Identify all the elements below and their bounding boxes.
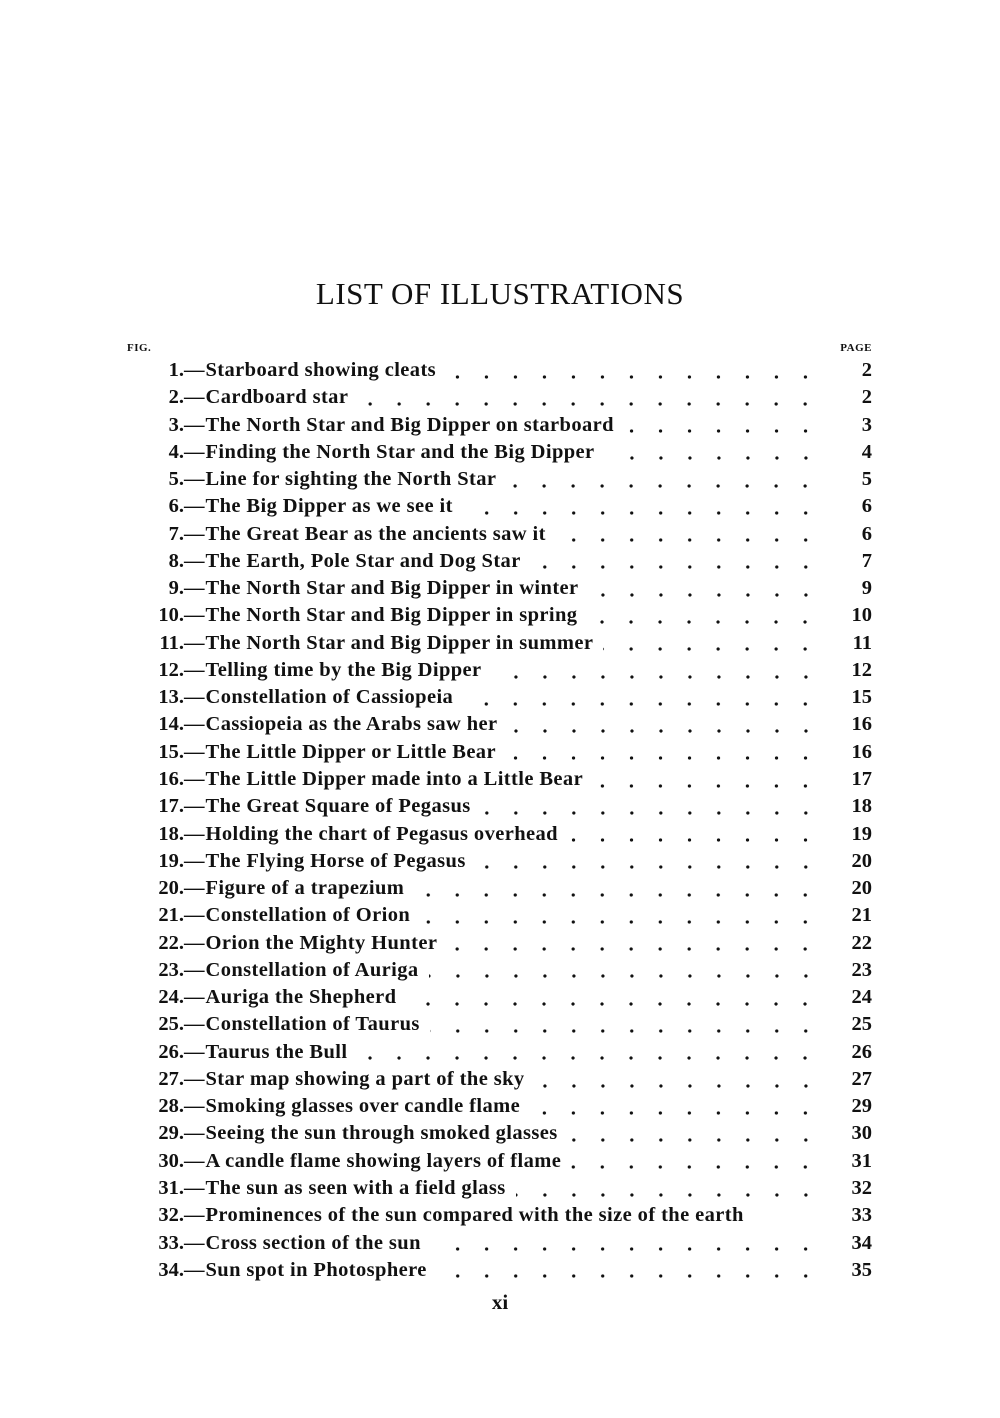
page-ref: 33: [851, 1204, 872, 1227]
figure-number: 10.: [158, 604, 184, 627]
dot-leader: [556, 538, 820, 542]
figure-caption: Cross section of the sun: [205, 1231, 421, 1254]
dot-leader: [587, 620, 820, 624]
list-item: [128, 386, 872, 413]
page-ref: 31: [851, 1149, 872, 1172]
figure-caption: Auriga the Shepherd: [205, 986, 397, 1009]
page-ref: 20: [851, 849, 872, 872]
figure-number: 26.: [158, 1040, 184, 1063]
dash: —: [184, 740, 205, 763]
list-item: [128, 932, 872, 959]
page-ref: 2: [861, 386, 872, 409]
dash: —: [184, 413, 205, 436]
figure-caption: Figure of a trapezium: [205, 877, 405, 900]
figure-caption: Starboard showing cleats: [205, 359, 437, 381]
page-ref: 6: [861, 522, 872, 545]
dash: —: [184, 686, 205, 709]
list-item: [128, 741, 872, 768]
dot-leader: [593, 784, 820, 788]
dash: —: [184, 1095, 205, 1118]
page-ref: 25: [851, 1013, 872, 1036]
dot-leader: [358, 402, 820, 406]
list-item: [128, 414, 872, 441]
list-item: [128, 686, 872, 713]
dot-leader: [516, 1193, 820, 1197]
dot-leader: [603, 647, 820, 651]
page-ref: 9: [861, 577, 872, 600]
list-item: [128, 1177, 872, 1204]
dot-leader: [535, 1084, 820, 1088]
dot-leader: [463, 702, 820, 706]
dash: —: [184, 767, 205, 790]
page-ref: 6: [861, 495, 872, 518]
dash: —: [184, 795, 205, 818]
page-ref: 12: [851, 658, 872, 681]
page-column-header: PAGE: [840, 342, 872, 354]
list-item: [128, 523, 872, 550]
figure-caption: Prominences of the sun compared with the size of the earth: [205, 1204, 744, 1227]
dash: —: [184, 1067, 205, 1090]
page-ref: 15: [851, 686, 872, 709]
figure-number: 20.: [158, 877, 184, 900]
dash: —: [184, 904, 205, 927]
page-ref: 2: [861, 359, 872, 381]
figure-caption: The Flying Horse of Pegasus: [205, 849, 466, 872]
list-item: [128, 468, 872, 495]
list-item: [128, 1150, 872, 1177]
dash: —: [184, 849, 205, 872]
figure-number: 8.: [168, 549, 184, 572]
dot-leader: [571, 1165, 820, 1169]
figure-number: 32.: [158, 1204, 184, 1227]
dash: —: [184, 631, 205, 654]
figure-caption: The sun as seen with a field glass: [205, 1176, 506, 1199]
dot-leader: [463, 511, 820, 515]
dash: —: [184, 658, 205, 681]
figure-number: 30.: [158, 1149, 184, 1172]
dot-leader: [492, 675, 820, 679]
dot-leader: [508, 729, 820, 733]
list-item: [128, 659, 872, 686]
figure-number: 12.: [158, 658, 184, 681]
page-title: LIST OF ILLUSTRATIONS: [315, 276, 685, 311]
figure-caption: Line for sighting the North Star: [205, 468, 497, 491]
dot-leader: [431, 1247, 820, 1251]
figure-number: 19.: [158, 849, 184, 872]
figure-number: 5.: [168, 468, 184, 491]
dash: —: [184, 1231, 205, 1254]
page-ref: 19: [851, 822, 872, 845]
dot-leader: [357, 1056, 820, 1060]
list-item: [128, 441, 872, 468]
dot-leader: [420, 920, 820, 924]
figure-caption: Constellation of Cassiopeia: [205, 686, 454, 709]
list-item: [128, 986, 872, 1013]
dash: —: [184, 577, 205, 600]
dash: —: [184, 1149, 205, 1172]
figure-number: 17.: [158, 795, 184, 818]
page-ref: 30: [851, 1122, 872, 1145]
figure-caption: Orion the Mighty Hunter: [205, 931, 438, 954]
figure-number: 24.: [158, 986, 184, 1009]
page-ref: 24: [851, 986, 872, 1009]
dot-leader: [414, 893, 820, 897]
dot-leader: [446, 375, 820, 379]
figure-number: 15.: [158, 740, 184, 763]
page-ref: 27: [851, 1067, 872, 1090]
page-ref: 34: [851, 1231, 872, 1254]
page-ref: 16: [851, 740, 872, 763]
figure-number: 28.: [158, 1095, 184, 1118]
figure-number: 18.: [158, 822, 184, 845]
page-ref: 22: [851, 931, 872, 954]
dash: —: [184, 713, 205, 736]
figure-caption: Holding the chart of Pegasus overhead: [205, 822, 558, 845]
list-item: [128, 823, 872, 850]
list-item: [128, 904, 872, 931]
dash: —: [184, 359, 205, 381]
list-item: [128, 577, 872, 604]
figure-caption: The North Star and Big Dipper on starboard: [205, 413, 614, 436]
dot-leader: [481, 811, 820, 815]
figure-number: 33.: [158, 1231, 184, 1254]
dot-leader: [437, 1274, 820, 1278]
figure-number: 11.: [159, 631, 184, 654]
page-ref: 16: [851, 713, 872, 736]
figure-caption: The Little Dipper or Little Bear: [205, 740, 496, 763]
list-item: [128, 550, 872, 577]
figure-caption: The North Star and Big Dipper in summer: [205, 631, 594, 654]
list-item: [128, 713, 872, 740]
page-number: xi: [491, 1290, 509, 1314]
page-ref: 17: [851, 767, 872, 790]
dash: —: [184, 522, 205, 545]
figure-number: 23.: [158, 958, 184, 981]
list-item: [128, 604, 872, 631]
figure-caption: The Great Bear as the ancients saw it: [205, 522, 546, 545]
figure-caption: Star map showing a part of the sky: [205, 1067, 525, 1090]
page-ref: 35: [851, 1258, 872, 1281]
list-item: [128, 1041, 872, 1068]
figure-number: 7.: [168, 522, 184, 545]
figure-caption: The Great Square of Pegasus: [205, 795, 471, 818]
page-ref: 11: [852, 631, 872, 654]
page-ref: 20: [851, 877, 872, 900]
dot-leader: [430, 1029, 820, 1033]
dash: —: [184, 986, 205, 1009]
list-item: [128, 850, 872, 877]
dash: —: [184, 549, 205, 572]
dash: —: [184, 495, 205, 518]
figure-number: 6.: [168, 495, 184, 518]
dot-leader: [568, 838, 820, 842]
page-ref: 26: [851, 1040, 872, 1063]
figure-number: 4.: [168, 440, 184, 463]
dot-leader: [447, 947, 820, 951]
dash: —: [184, 958, 205, 981]
list-item: [128, 1259, 872, 1286]
figure-number: 3.: [168, 413, 184, 436]
dot-leader: [506, 756, 820, 760]
dash: —: [184, 386, 205, 409]
dash: —: [184, 1122, 205, 1145]
fig-column-header: FIG.: [127, 342, 152, 354]
figure-caption: Constellation of Taurus: [205, 1013, 420, 1036]
dash: —: [184, 1258, 205, 1281]
figure-caption: Cardboard star: [205, 386, 349, 409]
list-item: [128, 768, 872, 795]
dot-leader: [568, 1138, 820, 1142]
figure-caption: Constellation of Orion: [205, 904, 411, 927]
figure-caption: The North Star and Big Dipper in spring: [205, 604, 578, 627]
dot-leader: [531, 565, 820, 569]
dash: —: [184, 1040, 205, 1063]
list-item: [128, 1013, 872, 1040]
figure-caption: The North Star and Big Dipper in winter: [205, 577, 579, 600]
list-item: [128, 877, 872, 904]
dot-leader: [530, 1111, 820, 1115]
figure-number: 27.: [158, 1067, 184, 1090]
page-ref: 18: [851, 795, 872, 818]
dot-leader: [429, 974, 820, 978]
list-item: [128, 632, 872, 659]
figure-number: 21.: [158, 904, 184, 927]
dash: —: [184, 604, 205, 627]
list-item: [128, 795, 872, 822]
page-ref: 29: [851, 1095, 872, 1118]
dash: —: [184, 440, 205, 463]
figure-number: 9.: [168, 577, 184, 600]
figure-caption: The Earth, Pole Star and Dog Star: [205, 549, 521, 572]
dot-leader: [624, 429, 820, 433]
figure-number: 14.: [158, 713, 184, 736]
dot-leader: [406, 1002, 820, 1006]
dot-leader: [476, 865, 820, 869]
dash: —: [184, 1204, 205, 1227]
page-ref: 10: [851, 604, 872, 627]
list-item: [128, 495, 872, 522]
dash: —: [184, 822, 205, 845]
page-ref: 23: [851, 958, 872, 981]
figure-number: 16.: [158, 767, 184, 790]
figure-number: 34.: [158, 1258, 184, 1281]
figure-caption: A candle flame showing layers of flame: [205, 1149, 562, 1172]
figure-caption: Finding the North Star and the Big Dipper: [205, 440, 595, 463]
list-item: [128, 1232, 872, 1259]
figure-caption: Constellation of Auriga: [205, 958, 419, 981]
figure-number: 13.: [158, 686, 184, 709]
figure-number: 2.: [168, 386, 184, 409]
list-item: [128, 1122, 872, 1149]
page-ref: 5: [861, 468, 872, 491]
page-ref: 3: [861, 413, 872, 436]
figure-caption: Seeing the sun through smoked glasses: [205, 1122, 558, 1145]
dash: —: [184, 1013, 205, 1036]
list-item: [128, 359, 872, 386]
figure-caption: Taurus the Bull: [205, 1040, 348, 1063]
dash: —: [184, 877, 205, 900]
list-item: [128, 1204, 872, 1231]
dash: —: [184, 931, 205, 954]
figure-number: 29.: [158, 1122, 184, 1145]
figure-number: 25.: [158, 1013, 184, 1036]
figure-caption: Smoking glasses over candle flame: [205, 1095, 521, 1118]
page-ref: 21: [851, 904, 872, 927]
figure-caption: Telling time by the Big Dipper: [205, 658, 482, 681]
figure-caption: The Big Dipper as we see it: [205, 495, 453, 518]
illustrations-list: [128, 359, 872, 1286]
figure-caption: Cassiopeia as the Arabs saw her: [205, 713, 498, 736]
dot-leader: [506, 484, 820, 488]
figure-caption: Sun spot in Photosphere: [205, 1258, 427, 1281]
figure-number: 22.: [158, 931, 184, 954]
page-ref: 7: [861, 549, 872, 572]
figure-number: 31.: [158, 1176, 184, 1199]
figure-caption: The Little Dipper made into a Little Bear: [205, 767, 584, 790]
dash: —: [184, 468, 205, 491]
list-item: [128, 959, 872, 986]
page-ref: 4: [861, 440, 872, 463]
figure-number: 1.: [168, 359, 184, 381]
dot-leader: [589, 593, 820, 597]
page-ref: 32: [851, 1176, 872, 1199]
list-item: [128, 1068, 872, 1095]
dot-leader: [605, 456, 820, 460]
list-item: [128, 1095, 872, 1122]
dash: —: [184, 1176, 205, 1199]
